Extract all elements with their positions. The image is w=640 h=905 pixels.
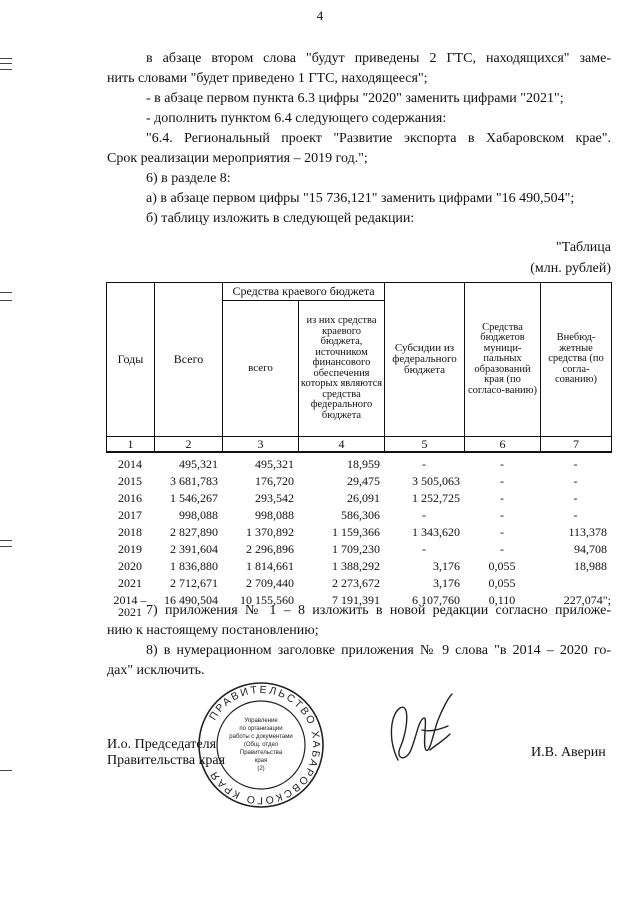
- cell-total: 495,321: [179, 457, 218, 471]
- cell-federal: 3,176: [433, 576, 460, 590]
- header-extrabudgetary: Внебюд-жетные средства (по согла-сованию): [541, 283, 612, 437]
- cell-total: 2 712,671: [170, 576, 218, 590]
- cell-total: 1 836,880: [170, 559, 218, 573]
- seal-center-line: Управление: [244, 718, 278, 724]
- cell-year: 2016: [118, 491, 142, 505]
- cell-extrabudgetary: 18,988: [574, 559, 607, 573]
- handwritten-signature: [378, 690, 468, 780]
- cell-municipal: -: [500, 491, 504, 505]
- cell-regional-federal: 18,959: [347, 457, 380, 471]
- table-row: [106, 575, 611, 592]
- budget-table: [106, 282, 611, 618]
- table-row: [106, 541, 611, 558]
- total-year-end: 2021: [118, 605, 142, 619]
- column-number: 7: [541, 437, 612, 453]
- table-row: [106, 558, 611, 575]
- paragraph-line: 6) в разделе 8:: [146, 171, 231, 186]
- table-row: [106, 456, 611, 473]
- position-line: И.о. Председателя: [107, 737, 217, 752]
- margin-mark: [0, 58, 12, 59]
- cell-municipal: 0,110: [488, 593, 516, 607]
- table-body: [106, 456, 611, 618]
- header-total: Всего: [155, 283, 223, 437]
- page-number: 4: [316, 8, 324, 23]
- seal-ring-text: ПРАВИТЕЛЬСТВО ХАБАРОВСКОГО КРАЯ: [207, 683, 323, 807]
- paragraph-line: в абзаце втором слова "будут приведены 2 ГТС, находящихся" заме-: [146, 51, 611, 66]
- cell-extrabudgetary: -: [573, 474, 578, 488]
- cell-year: 2019: [118, 542, 142, 556]
- paragraph-line: Срок реализации мероприятия – 2019 год.";: [107, 151, 368, 166]
- paragraph-line: а) в абзаце первом цифры "15 736,121" заменить цифрами "16 490,504";: [146, 191, 575, 206]
- cell-year: 2017: [118, 508, 142, 522]
- cell-total: 2 391,604: [170, 542, 218, 556]
- seal-center-line: Правительства: [239, 750, 283, 756]
- margin-mark: [0, 292, 12, 293]
- cell-year: 2020: [118, 559, 142, 573]
- cell-regional-federal: 586,306: [341, 508, 380, 522]
- header-municipal: Средства бюджетов муници-пальных образований края (по согласо-ванию): [465, 283, 541, 437]
- cell-extrabudgetary: -: [573, 457, 578, 471]
- cell-regional-all: 176,720: [255, 474, 294, 488]
- seal-center-line: работы с документами: [229, 734, 293, 740]
- cell-federal: -: [422, 542, 426, 556]
- cell-municipal: -: [500, 474, 504, 488]
- header-regional-budget: Средства краевого бюджета: [223, 283, 385, 301]
- cell-year: 2018: [118, 525, 142, 539]
- table-row: [106, 490, 611, 507]
- cell-extrabudgetary: 227,074";: [563, 593, 611, 607]
- position-line: Правительства края: [107, 753, 226, 768]
- margin-mark: [0, 546, 12, 547]
- paragraph-line: - дополнить пунктом 6.4 следующего содержания:: [146, 111, 447, 126]
- paragraph-line: дах" исключить.: [107, 663, 205, 678]
- cell-municipal: -: [500, 542, 504, 556]
- cell-municipal: -: [500, 508, 504, 522]
- margin-mark: [0, 540, 12, 541]
- cell-regional-all: 1 370,892: [246, 525, 294, 539]
- cell-extrabudgetary: -: [573, 491, 578, 505]
- cell-regional-federal: 29,475: [347, 474, 380, 488]
- seal-center-line: по организации: [239, 726, 283, 732]
- cell-total: 998,088: [179, 508, 218, 522]
- cell-extrabudgetary: 113,378: [568, 525, 607, 539]
- table-row: [106, 524, 611, 541]
- seal-center-line: края: [254, 758, 268, 764]
- table-row: [106, 473, 611, 490]
- cell-municipal: -: [500, 457, 504, 471]
- cell-regional-all: 1 814,661: [246, 559, 294, 573]
- table-units: (млн. рублей): [530, 261, 611, 276]
- cell-federal: 3,176: [433, 559, 460, 573]
- column-number: 4: [299, 437, 385, 453]
- cell-regional-all: 2 709,440: [246, 576, 294, 590]
- cell-regional-all: 998,088: [255, 508, 294, 522]
- cell-regional-federal: 1 159,366: [332, 525, 380, 539]
- cell-year: 2015: [118, 474, 142, 488]
- cell-regional-federal: 2 273,672: [332, 576, 380, 590]
- cell-regional-all: 2 296,896: [246, 542, 294, 556]
- column-number: 3: [223, 437, 299, 453]
- header-regional-all: всего: [223, 301, 299, 437]
- cell-extrabudgetary: [540, 575, 611, 592]
- cell-federal: -: [422, 457, 426, 471]
- cell-municipal: -: [500, 525, 504, 539]
- paragraph-line: 8) в нумерационном заголовке приложения № 9 слова "в 2014 – 2020 го-: [146, 643, 611, 658]
- seal-center-line: (Общ. отдел: [243, 742, 279, 748]
- column-number: 1: [107, 437, 155, 453]
- header-regional-federal: из них средства краевого бюджета, источником финансового обеспечения которых являются средства федерального бюджета: [299, 301, 385, 437]
- paragraph-line: б) таблицу изложить в следующей редакции:: [146, 211, 415, 226]
- cell-municipal: 0,055: [488, 559, 516, 573]
- margin-mark: [0, 770, 12, 771]
- margin-mark: [0, 300, 12, 301]
- cell-federal: 1 252,725: [412, 491, 460, 505]
- table-header: [106, 282, 612, 453]
- cell-total: 1 546,267: [170, 491, 218, 505]
- cell-regional-federal: 1 388,292: [332, 559, 380, 573]
- header-federal-subsidies: Субсидии из федерального бюджета: [385, 283, 465, 437]
- cell-year: 2014: [118, 457, 142, 471]
- paragraph-line: нию к настоящему постановлению;: [107, 623, 319, 638]
- table-row: [106, 507, 611, 524]
- column-number: 6: [465, 437, 541, 453]
- cell-regional-all: 293,542: [255, 491, 294, 505]
- cell-total: 3 681,783: [170, 474, 218, 488]
- total-year-start: 2014 –: [113, 593, 147, 607]
- cell-extrabudgetary: 94,708: [574, 542, 607, 556]
- paragraph-line: - в абзаце первом пункта 6.3 цифры "2020" заменить цифрами "2021";: [146, 91, 564, 106]
- paragraph-line: "6.4. Региональный проект "Развитие экспорта в Хабаровском крае".: [146, 131, 611, 146]
- official-seal: [196, 680, 326, 810]
- column-number: 2: [155, 437, 223, 453]
- cell-regional-all: 495,321: [255, 457, 294, 471]
- cell-federal: 3 505,063: [412, 474, 460, 488]
- cell-federal: -: [422, 508, 426, 522]
- cell-regional-all: 10 155,560: [240, 593, 294, 607]
- cell-federal: 1 343,620: [412, 525, 460, 539]
- paragraph-line: нить словами "будет приведено 1 ГТС, находящееся";: [107, 71, 428, 86]
- cell-regional-federal: 7 191,391: [332, 593, 380, 607]
- column-number: 5: [385, 437, 465, 453]
- paragraph-line: 7) приложения № 1 – 8 изложить в новой редакции согласно приложе-: [146, 603, 611, 618]
- cell-regional-federal: 26,091: [347, 491, 380, 505]
- cell-federal: 6 107,760: [412, 593, 460, 607]
- signer-name: И.В. Аверин: [531, 745, 606, 760]
- table-label: "Таблица: [555, 240, 611, 255]
- header-years: Годы: [107, 283, 155, 437]
- cell-year: 2021: [118, 576, 142, 590]
- cell-total: 16 490,504: [164, 593, 218, 607]
- cell-regional-federal: 1 709,230: [332, 542, 380, 556]
- margin-mark: [0, 63, 12, 64]
- seal-center-line: (2): [257, 766, 265, 772]
- cell-municipal: 0,055: [488, 576, 516, 590]
- margin-mark: [0, 69, 12, 70]
- cell-extrabudgetary: -: [573, 508, 578, 522]
- cell-total: 2 827,890: [170, 525, 218, 539]
